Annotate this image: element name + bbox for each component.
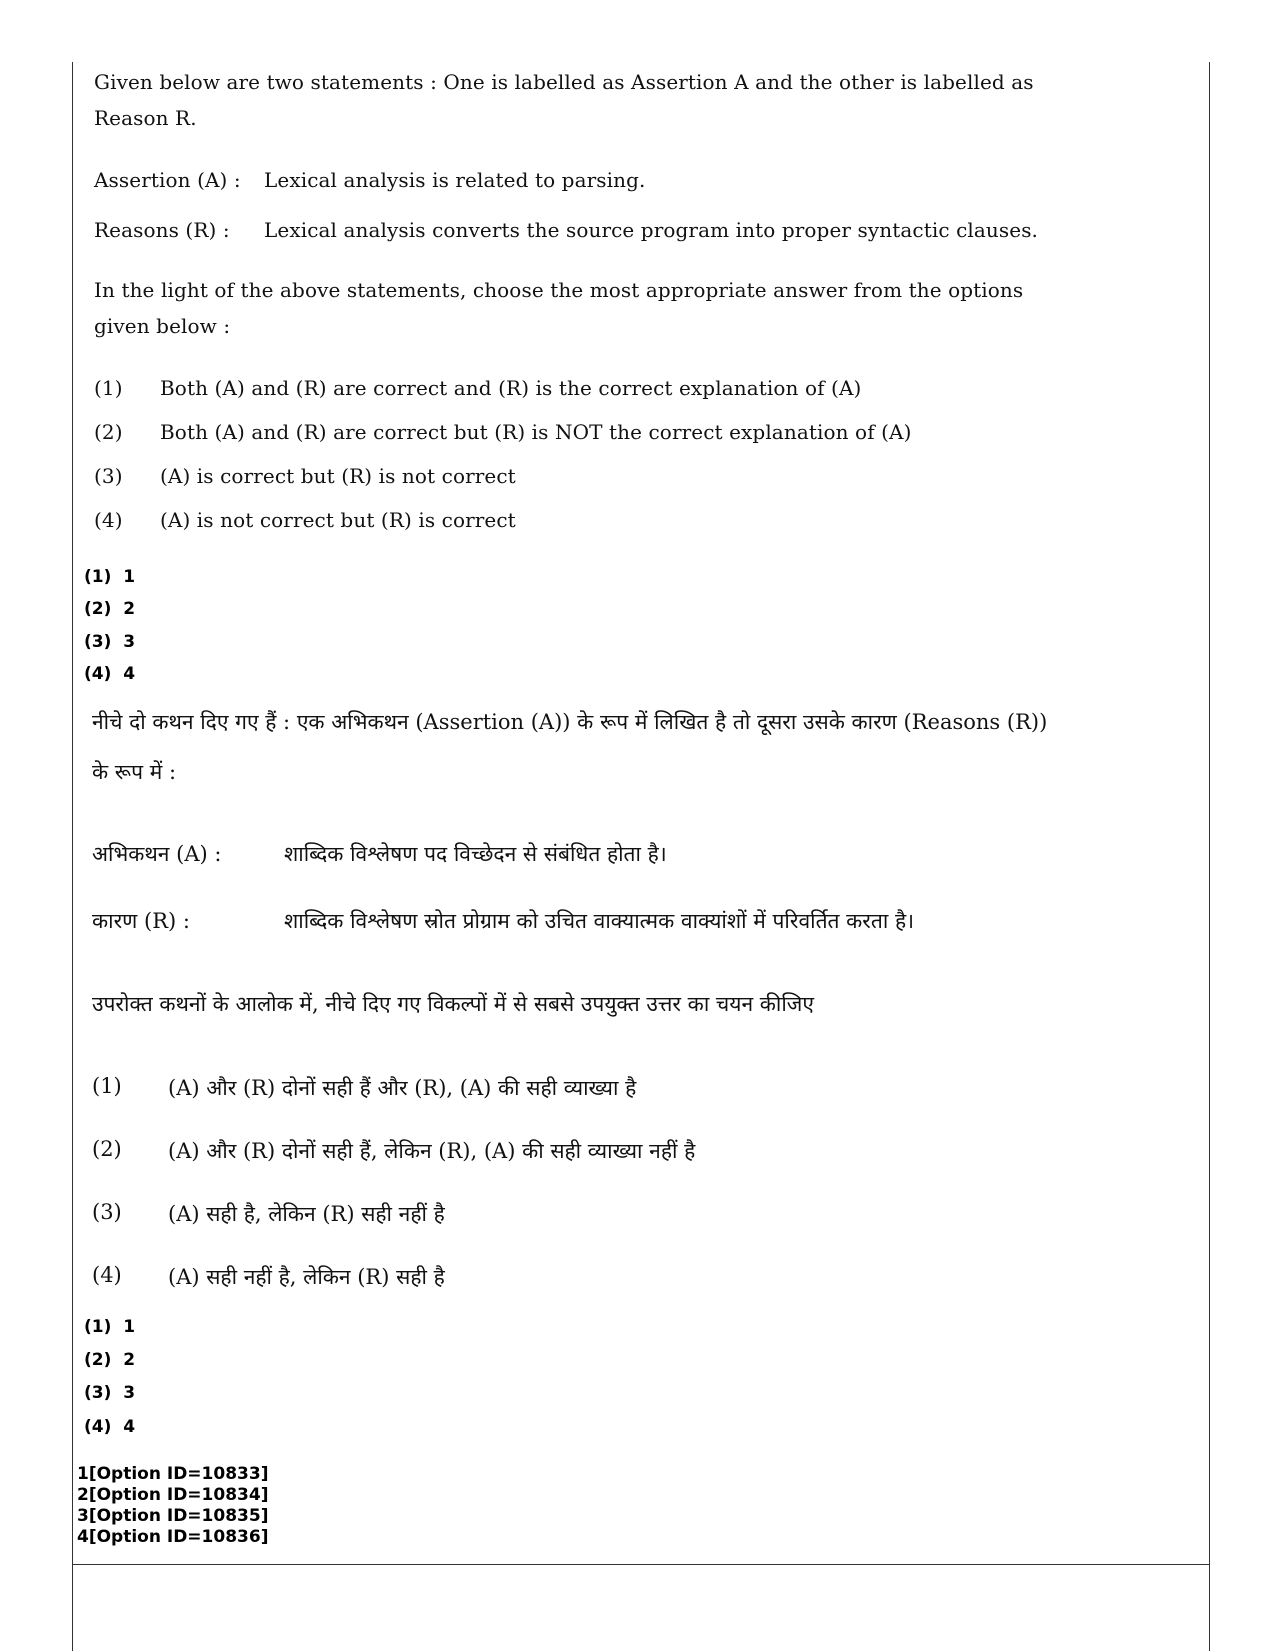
hindi-option-number: (2) xyxy=(92,1137,122,1161)
english-option-text: Both (A) and (R) are correct and (R) is the correct explanation of (A) xyxy=(160,376,862,400)
hindi-assertion-label: अभिकथन (A) : xyxy=(92,842,222,866)
english-intro-line2: Reason R. xyxy=(94,106,197,130)
hindi-answer-choice: (3) 3 xyxy=(84,1383,136,1403)
english-assertion-label: Assertion (A) : xyxy=(94,168,241,192)
english-prompt-line2: given below : xyxy=(94,314,231,338)
hindi-option-number: (3) xyxy=(92,1200,122,1224)
english-answer-choice: (4) 4 xyxy=(84,664,136,684)
hindi-intro-line2: के रूप में : xyxy=(92,760,177,784)
english-prompt-line1: In the light of the above statements, choose the most appropriate answer from the options xyxy=(94,278,1024,302)
english-assertion-text: Lexical analysis is related to parsing. xyxy=(264,168,646,192)
english-option-number: (1) xyxy=(94,376,123,400)
hindi-intro-line1: नीचे दो कथन दिए गए हैं : एक अभिकथन (Assertion (A)) के रूप में लिखित है तो दूसरा उसके कारण (Reasons (R)) xyxy=(92,710,1048,734)
hindi-reason-text: शाब्दिक विश्लेषण स्रोत प्रोग्राम को उचित वाक्यात्मक वाक्यांशों में परिवर्तित करता है। xyxy=(284,909,915,933)
option-id-line: 1[Option ID=10833] xyxy=(77,1464,269,1484)
hindi-option-text: (A) सही नहीं है, लेकिन (R) सही है xyxy=(168,1265,445,1289)
hindi-reason-label: कारण (R) : xyxy=(92,909,190,933)
hindi-assertion-text: शाब्दिक विश्लेषण पद विच्छेदन से संबंधित होता है। xyxy=(284,842,667,866)
hindi-option-number: (1) xyxy=(92,1074,122,1098)
english-option-text: (A) is correct but (R) is not correct xyxy=(160,464,516,488)
hindi-option-text: (A) सही है, लेकिन (R) सही नहीं है xyxy=(168,1202,445,1226)
english-option-text: Both (A) and (R) are correct but (R) is NOT the correct explanation of (A) xyxy=(160,420,912,444)
page-bottom-rule xyxy=(72,1564,1210,1565)
option-id-line: 3[Option ID=10835] xyxy=(77,1506,269,1526)
english-intro-line1: Given below are two statements : One is labelled as Assertion A and the other is labelled as xyxy=(94,70,1034,94)
english-reason-label: Reasons (R) : xyxy=(94,218,230,242)
hindi-answer-choice: (1) 1 xyxy=(84,1317,136,1337)
page-right-border xyxy=(1209,62,1210,1651)
page-left-border xyxy=(72,62,73,1651)
hindi-answer-choice: (4) 4 xyxy=(84,1417,136,1437)
english-option-number: (4) xyxy=(94,508,123,532)
hindi-option-number: (4) xyxy=(92,1263,122,1287)
english-reason-text: Lexical analysis converts the source program into proper syntactic clauses. xyxy=(264,218,1039,242)
english-option-number: (3) xyxy=(94,464,123,488)
hindi-option-text: (A) और (R) दोनों सही हैं, लेकिन (R), (A) की सही व्याख्या नहीं है xyxy=(168,1139,696,1163)
english-answer-choice: (1) 1 xyxy=(84,567,136,587)
option-id-line: 4[Option ID=10836] xyxy=(77,1527,269,1547)
english-answer-choice: (2) 2 xyxy=(84,599,136,619)
english-option-text: (A) is not correct but (R) is correct xyxy=(160,508,516,532)
hindi-answer-choice: (2) 2 xyxy=(84,1350,136,1370)
hindi-option-text: (A) और (R) दोनों सही हैं और (R), (A) की सही व्याख्या है xyxy=(168,1076,637,1100)
english-answer-choice: (3) 3 xyxy=(84,632,136,652)
option-id-line: 2[Option ID=10834] xyxy=(77,1485,269,1505)
hindi-prompt: उपरोक्त कथनों के आलोक में, नीचे दिए गए विकल्पों में से सबसे उपयुक्त उत्तर का चयन कीजिए xyxy=(92,992,814,1016)
english-option-number: (2) xyxy=(94,420,123,444)
